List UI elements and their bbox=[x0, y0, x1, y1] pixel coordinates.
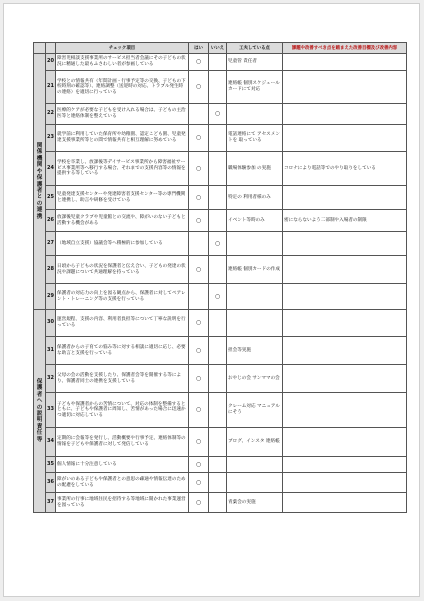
yes-cell: ○ bbox=[189, 54, 209, 71]
improve-cell bbox=[283, 493, 407, 513]
table-row bbox=[34, 284, 407, 310]
effort-cell bbox=[227, 457, 283, 473]
yes-cell: ○ bbox=[189, 186, 209, 210]
improve-cell bbox=[283, 54, 407, 71]
row-number: 20 bbox=[46, 54, 56, 71]
improve-cell bbox=[283, 337, 407, 365]
no-cell bbox=[209, 54, 227, 71]
header-row bbox=[34, 43, 407, 54]
no-cell bbox=[209, 365, 227, 393]
improve-cell bbox=[283, 310, 407, 337]
no-cell bbox=[209, 125, 227, 152]
yes-cell: ○ bbox=[189, 256, 209, 284]
check-item: 学校との情報共有（年間計画・行事予定等の交換、子どもの下校時刻の確認等）、連絡調整（送迎時の対応、トラブル発生時の連絡）を適切に行っている bbox=[56, 71, 189, 104]
effort-cell: 特定の 利用者様のみ bbox=[227, 186, 283, 210]
improve-cell bbox=[283, 256, 407, 284]
yes-cell: ○ bbox=[189, 493, 209, 513]
effort-cell: ブログ、インスタ 連絡帳 bbox=[227, 428, 283, 457]
improve-cell bbox=[283, 104, 407, 125]
check-item: 子どもや保護者からの苦情について、対応の体制を整備するとともに、子どもや保護者に周知し、苦情があった場合に迅速かつ適切に対応している bbox=[56, 393, 189, 428]
check-item: 個人情報に十分注意している bbox=[56, 457, 189, 473]
table-row bbox=[34, 365, 407, 393]
effort-cell: おやじの会 サンママの会 bbox=[227, 365, 283, 393]
check-item: 学校を卒業し、放課後等デイサービス事業所から障害福祉サービス事業所等へ移行する場合、それまでの支援内容等の情報を提供する等している bbox=[56, 152, 189, 186]
check-item: （地域自立支援）協議会等へ積極的に参加している bbox=[56, 232, 189, 256]
no-cell bbox=[209, 428, 227, 457]
check-item: 障がいのある子どもや保護者との意思の疎通や情報伝達のための配慮をしている bbox=[56, 473, 189, 493]
check-item: 保護者からの子育ての悩み等に対する相談に適切に応じ、必要な助言と支援を行っている bbox=[56, 337, 189, 365]
row-number: 33 bbox=[46, 393, 56, 428]
effort-cell: 連絡帳 個別スケジュールカードにて対応 bbox=[227, 71, 283, 104]
no-cell: ○ bbox=[209, 284, 227, 310]
category-cell bbox=[34, 310, 46, 513]
improve-cell bbox=[283, 393, 407, 428]
no-cell bbox=[209, 210, 227, 232]
no-cell bbox=[209, 256, 227, 284]
effort-cell: 連絡帳 個別カードの作成 bbox=[227, 256, 283, 284]
yes-cell: ○ bbox=[189, 457, 209, 473]
effort-cell: 電話連絡にて アセスメントを 取っている bbox=[227, 125, 283, 152]
row-number: 22 bbox=[46, 104, 56, 125]
header-number-cell bbox=[46, 43, 56, 54]
improve-cell bbox=[283, 125, 407, 152]
no-cell: ○ bbox=[209, 232, 227, 256]
check-item: 日頃から子どもの状況を保護者と伝え合い、子どもの発達の状況や課題について共通理解を持っている bbox=[56, 256, 189, 284]
effort-cell: イベント等時のみ bbox=[227, 210, 283, 232]
no-cell: ○ bbox=[209, 104, 227, 125]
table-row bbox=[34, 71, 407, 104]
no-cell bbox=[209, 473, 227, 493]
document-page bbox=[3, 3, 420, 597]
row-number: 36 bbox=[46, 473, 56, 493]
yes-cell bbox=[189, 284, 209, 310]
row-number: 21 bbox=[46, 71, 56, 104]
check-item: 障害児相談支援事業所のサービス担当者会議にその子どもの状況に精通した最もふさわしい者が参画している bbox=[56, 54, 189, 71]
improve-cell bbox=[283, 457, 407, 473]
table-row bbox=[34, 337, 407, 365]
yes-cell: ○ bbox=[189, 393, 209, 428]
check-item: 定期的に会報等を発行し、活動概要や行事予定、連絡体制等の情報を子どもや保護者に対して発信している bbox=[56, 428, 189, 457]
improve-cell bbox=[283, 284, 407, 310]
header-improve: 課題や改善すべき点を踏まえた改善目標及び改善内容 bbox=[283, 43, 407, 54]
no-cell bbox=[209, 186, 227, 210]
header-category-cell bbox=[34, 43, 46, 54]
header-yes: はい bbox=[189, 43, 209, 54]
category-label: 保護者への説明責任等 bbox=[36, 378, 43, 443]
improve-cell bbox=[283, 71, 407, 104]
row-number: 31 bbox=[46, 337, 56, 365]
header-no: いいえ bbox=[209, 43, 227, 54]
improve-cell: 密にならないよう二部制や入場者の制限 bbox=[283, 210, 407, 232]
row-number: 26 bbox=[46, 210, 56, 232]
yes-cell: ○ bbox=[189, 152, 209, 186]
category-cell bbox=[34, 54, 46, 310]
table-row bbox=[34, 54, 407, 71]
check-item: 放課後児童クラブや児童館との交流や、障がいのない子どもと活動する機会がある bbox=[56, 210, 189, 232]
table-row bbox=[34, 310, 407, 337]
table-row bbox=[34, 104, 407, 125]
check-item: 児童発達支援センターや発達障害者支援センター等の専門機関と連携し、助言や研修を受けている bbox=[56, 186, 189, 210]
table-row bbox=[34, 256, 407, 284]
yes-cell: ○ bbox=[189, 125, 209, 152]
improve-cell bbox=[283, 232, 407, 256]
header-effort: 工夫している点 bbox=[227, 43, 283, 54]
row-number: 30 bbox=[46, 310, 56, 337]
effort-cell: 担会等実施 bbox=[227, 337, 283, 365]
row-number: 25 bbox=[46, 186, 56, 210]
check-item: 就学前に利用していた保育所や幼稚園、認定こども園、児童発達支援事業所等との間で情報共有と相互理解に努めている bbox=[56, 125, 189, 152]
effort-cell: クレーム対応 マニュアルにそう bbox=[227, 393, 283, 428]
yes-cell: ○ bbox=[189, 473, 209, 493]
check-item: 医療的ケアが必要な子どもを受け入れる場合は、子どもの主治医等と連絡体制を整えている bbox=[56, 104, 189, 125]
header-check-item: チェック項目 bbox=[56, 43, 189, 54]
no-cell bbox=[209, 71, 227, 104]
effort-cell bbox=[227, 473, 283, 493]
check-table bbox=[33, 42, 407, 513]
table-row bbox=[34, 473, 407, 493]
yes-cell: ○ bbox=[189, 310, 209, 337]
row-number: 34 bbox=[46, 428, 56, 457]
table-row bbox=[34, 125, 407, 152]
table-row bbox=[34, 457, 407, 473]
no-cell bbox=[209, 393, 227, 428]
check-item: 事業所の行事に地域住民を招待する等地域に開かれた事業運営を図っている bbox=[56, 493, 189, 513]
yes-cell: ○ bbox=[189, 365, 209, 393]
yes-cell bbox=[189, 232, 209, 256]
table-row bbox=[34, 152, 407, 186]
check-item: 運営規程、支援の内容、利用者負担等について丁寧な説明を行っている bbox=[56, 310, 189, 337]
improve-cell bbox=[283, 473, 407, 493]
table-row bbox=[34, 393, 407, 428]
check-item: 保護者の対応力の向上を図る観点から、保護者に対してペアレント・トレーニング等の支援を行っている bbox=[56, 284, 189, 310]
effort-cell bbox=[227, 310, 283, 337]
check-item: 父母の会の活動を支援したり、保護者会等を開催する等により、保護者同士の連携を支援している bbox=[56, 365, 189, 393]
yes-cell: ○ bbox=[189, 210, 209, 232]
no-cell bbox=[209, 457, 227, 473]
table-row bbox=[34, 232, 407, 256]
row-number: 27 bbox=[46, 232, 56, 256]
improve-cell bbox=[283, 365, 407, 393]
yes-cell bbox=[189, 104, 209, 125]
no-cell bbox=[209, 493, 227, 513]
no-cell bbox=[209, 152, 227, 186]
effort-cell: 職場体験参加 の実施 bbox=[227, 152, 283, 186]
improve-cell bbox=[283, 186, 407, 210]
row-number: 37 bbox=[46, 493, 56, 513]
table-row bbox=[34, 210, 407, 232]
effort-cell: 青葉会の実施 bbox=[227, 493, 283, 513]
table-row bbox=[34, 186, 407, 210]
row-number: 23 bbox=[46, 125, 56, 152]
row-number: 29 bbox=[46, 284, 56, 310]
no-cell bbox=[209, 310, 227, 337]
category-label: 関係機関や保護者との連携 bbox=[36, 143, 43, 220]
effort-cell: 児童管 責任者 bbox=[227, 54, 283, 71]
row-number: 28 bbox=[46, 256, 56, 284]
yes-cell: ○ bbox=[189, 428, 209, 457]
improve-cell: コロナにより電話等でのやり取りをしている bbox=[283, 152, 407, 186]
table-row bbox=[34, 493, 407, 513]
row-number: 32 bbox=[46, 365, 56, 393]
no-cell bbox=[209, 337, 227, 365]
improve-cell bbox=[283, 428, 407, 457]
row-number: 35 bbox=[46, 457, 56, 473]
effort-cell bbox=[227, 284, 283, 310]
effort-cell bbox=[227, 232, 283, 256]
table-row bbox=[34, 428, 407, 457]
yes-cell: ○ bbox=[189, 337, 209, 365]
row-number: 24 bbox=[46, 152, 56, 186]
effort-cell bbox=[227, 104, 283, 125]
yes-cell: ○ bbox=[189, 71, 209, 104]
